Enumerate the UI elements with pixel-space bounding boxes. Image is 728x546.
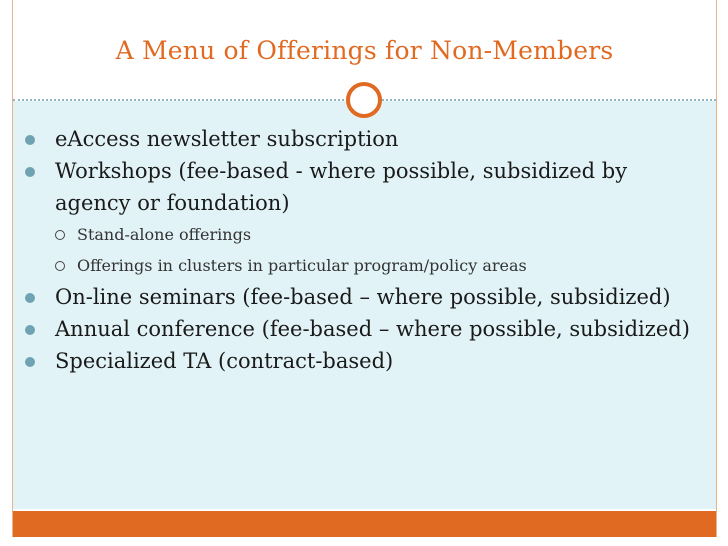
slide-title: A Menu of Offerings for Non-Members — [115, 36, 614, 65]
bullet-list — [19, 123, 699, 377]
bullet-icon — [25, 293, 35, 303]
hollow-bullet-icon — [55, 261, 65, 271]
list-item-text: On-line seminars (fee-based – where possible, subsidized) — [55, 285, 671, 309]
bullet-icon — [25, 357, 35, 367]
list-item — [19, 155, 699, 219]
footer-bar — [13, 511, 716, 537]
bullet-icon — [25, 135, 35, 145]
sub-list-item-text: Offerings in clusters in particular program/policy areas — [77, 256, 527, 275]
list-item-text: Specialized TA (contract-based) — [55, 349, 394, 373]
content-area — [13, 101, 716, 509]
bullet-icon — [25, 325, 35, 335]
sub-list-item — [19, 219, 699, 250]
list-item — [19, 281, 699, 313]
list-item-text: eAccess newsletter subscription — [55, 127, 399, 151]
list-item — [19, 345, 699, 377]
slide — [12, 0, 717, 537]
sub-list-item — [19, 250, 699, 281]
hollow-bullet-icon — [55, 230, 65, 240]
bullet-icon — [25, 167, 35, 177]
sub-list-item-text: Stand-alone offerings — [77, 225, 252, 244]
list-item — [19, 313, 699, 345]
list-item-text: Annual conference (fee-based – where possible, subsidized) — [55, 317, 690, 341]
circle-ornament-icon — [346, 82, 382, 118]
list-item — [19, 123, 699, 155]
list-item-text: Workshops (fee-based - where possible, subsidized by agency or foundation) — [55, 159, 628, 215]
